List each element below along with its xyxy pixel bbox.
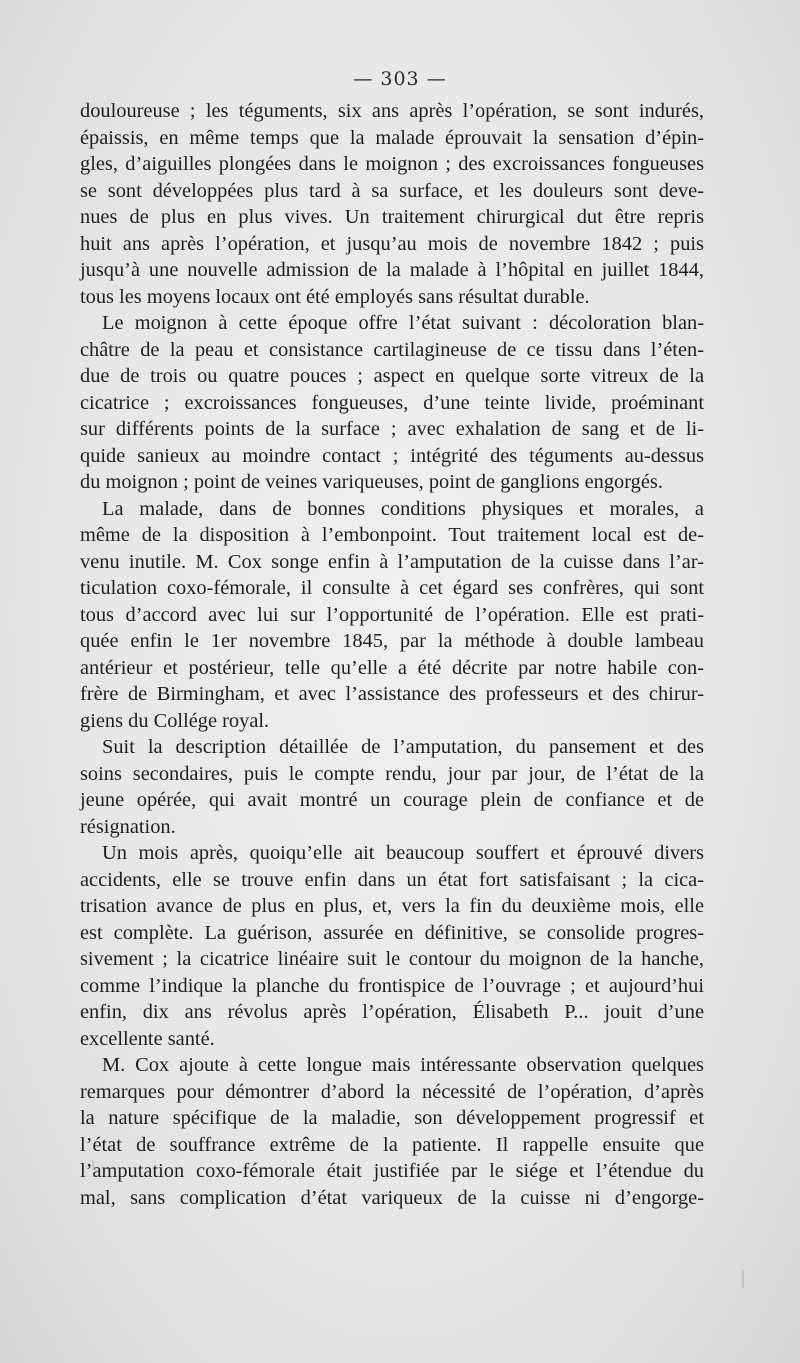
text-line: soins secondaires, puis le compte rendu, jour par jour, de l’état de la — [80, 762, 704, 785]
text-line: est complète. La guérison, assurée en définitive, se consolide progres- — [80, 921, 704, 944]
text-line: trisation avance de plus en plus, et, vers la fin du deuxième mois, elle — [80, 895, 704, 917]
text-line: tous les moyens locaux ont été employés sans résultat durable. — [80, 285, 590, 308]
text-line: la nature spécifique de la maladie, son développement progressif et — [80, 1107, 704, 1129]
page-number: — 303 — — [353, 68, 447, 90]
text-line: mal, sans complication d’état variqueux de la cuisse ni d’engorge- — [80, 1186, 704, 1209]
text-line: se sont développées plus tard à sa surface, et les douleurs sont deve- — [80, 179, 704, 202]
text-line: l’amputation coxo-fémorale était justifiée par le siége et l’étendue du — [80, 1160, 704, 1182]
text-line: jeune opérée, qui avait montré un courage plein de confiance et de — [80, 789, 704, 811]
body-text — [80, 98, 704, 1211]
text-line: Suit la description détaillée de l’amputation, du pansement et des — [102, 736, 704, 758]
text-line: sivement ; la cicatrice linéaire suit le contour du moignon de la hanche, — [80, 948, 704, 970]
text-line: tous d’accord avec lui sur l’opportunité de l’opération. Elle est prati- — [80, 603, 704, 626]
text-line: douloureuse ; les téguments, six ans après l’opération, se sont indurés, — [80, 100, 704, 122]
text-line: due de trois ou quatre pouces ; aspect en quelque sorte vitreux de la — [80, 365, 704, 387]
text-line: gles, d’aiguilles plongées dans le moignon ; des excroissances fongueuses — [80, 153, 704, 175]
text-line: jusqu’à une nouvelle admission de la malade à l’hôpital en juillet 1844, — [80, 259, 704, 281]
text-line: huit ans après l’opération, et jusqu’au mois de novembre 1842 ; puis — [80, 232, 704, 255]
text-line: accidents, elle se trouve enfin dans un état fort satisfaisant ; la cica- — [80, 868, 704, 891]
text-line: Un mois après, quoiqu’elle ait beaucoup souffert et éprouvé divers — [102, 842, 704, 864]
text-line: comme l’indique la planche du frontispice de l’ouvrage ; et aujourd’hui — [80, 974, 704, 997]
text-line: antérieur et postérieur, telle qu’elle a été décrite par notre habile con- — [80, 656, 704, 679]
text-line: excellente santé. — [80, 1027, 215, 1050]
text-line: du moignon ; point de veines variqueuses, point de ganglions engorgés. — [80, 471, 663, 493]
text-line: châtre de la peau et consistance cartilagineuse de ce tissu dans l’éten- — [80, 338, 704, 361]
text-line: venu inutile. M. Cox songe enfin à l’amputation de la cuisse dans l’ar- — [80, 550, 704, 573]
text-line: quide sanieux au moindre contact ; intégrité des téguments au-dessus — [80, 444, 704, 467]
text-line: La malade, dans de bonnes conditions physiques et morales, a — [102, 497, 704, 520]
scan-speck — [92, 1160, 94, 1170]
text-line: enfin, dix ans révolus après l’opération, Élisabeth P... jouit d’une — [80, 1001, 704, 1023]
text-line: nues de plus en plus vives. Un traitement chirurgical dut être repris — [80, 206, 704, 228]
text-line: épaissis, en même temps que la malade éprouvait la sensation d’épin- — [80, 126, 704, 149]
text-line: Le moignon à cette époque offre l’état suivant : décoloration blan- — [102, 312, 704, 334]
text-line: même de la disposition à l’embonpoint. Tout traitement local est de- — [80, 524, 704, 546]
text-line: sur différents points de la surface ; avec exhalation de sang et de li- — [80, 418, 704, 440]
text-line: l’état de souffrance extrême de la patiente. Il rappelle ensuite que — [80, 1133, 704, 1156]
text-line: giens du Collége royal. — [80, 709, 270, 732]
text-line: frère de Birmingham, et avec l’assistance des professeurs et des chirur- — [80, 683, 704, 705]
text-line: quée enfin le 1er novembre 1845, par la méthode à double lambeau — [80, 630, 704, 652]
text-line: ticulation coxo-fémorale, il consulte à cet égard ses confrères, qui sont — [80, 577, 704, 599]
text-line: cicatrice ; excroissances fongueuses, d’une teinte livide, proéminant — [80, 391, 704, 414]
text-line: remarques pour démontrer d’abord la nécessité de l’opération, d’après — [80, 1080, 704, 1103]
text-line: M. Cox ajoute à cette longue mais intéressante observation quelques — [102, 1054, 704, 1076]
scan-speck — [742, 1270, 744, 1288]
text-line: résignation. — [80, 815, 176, 838]
